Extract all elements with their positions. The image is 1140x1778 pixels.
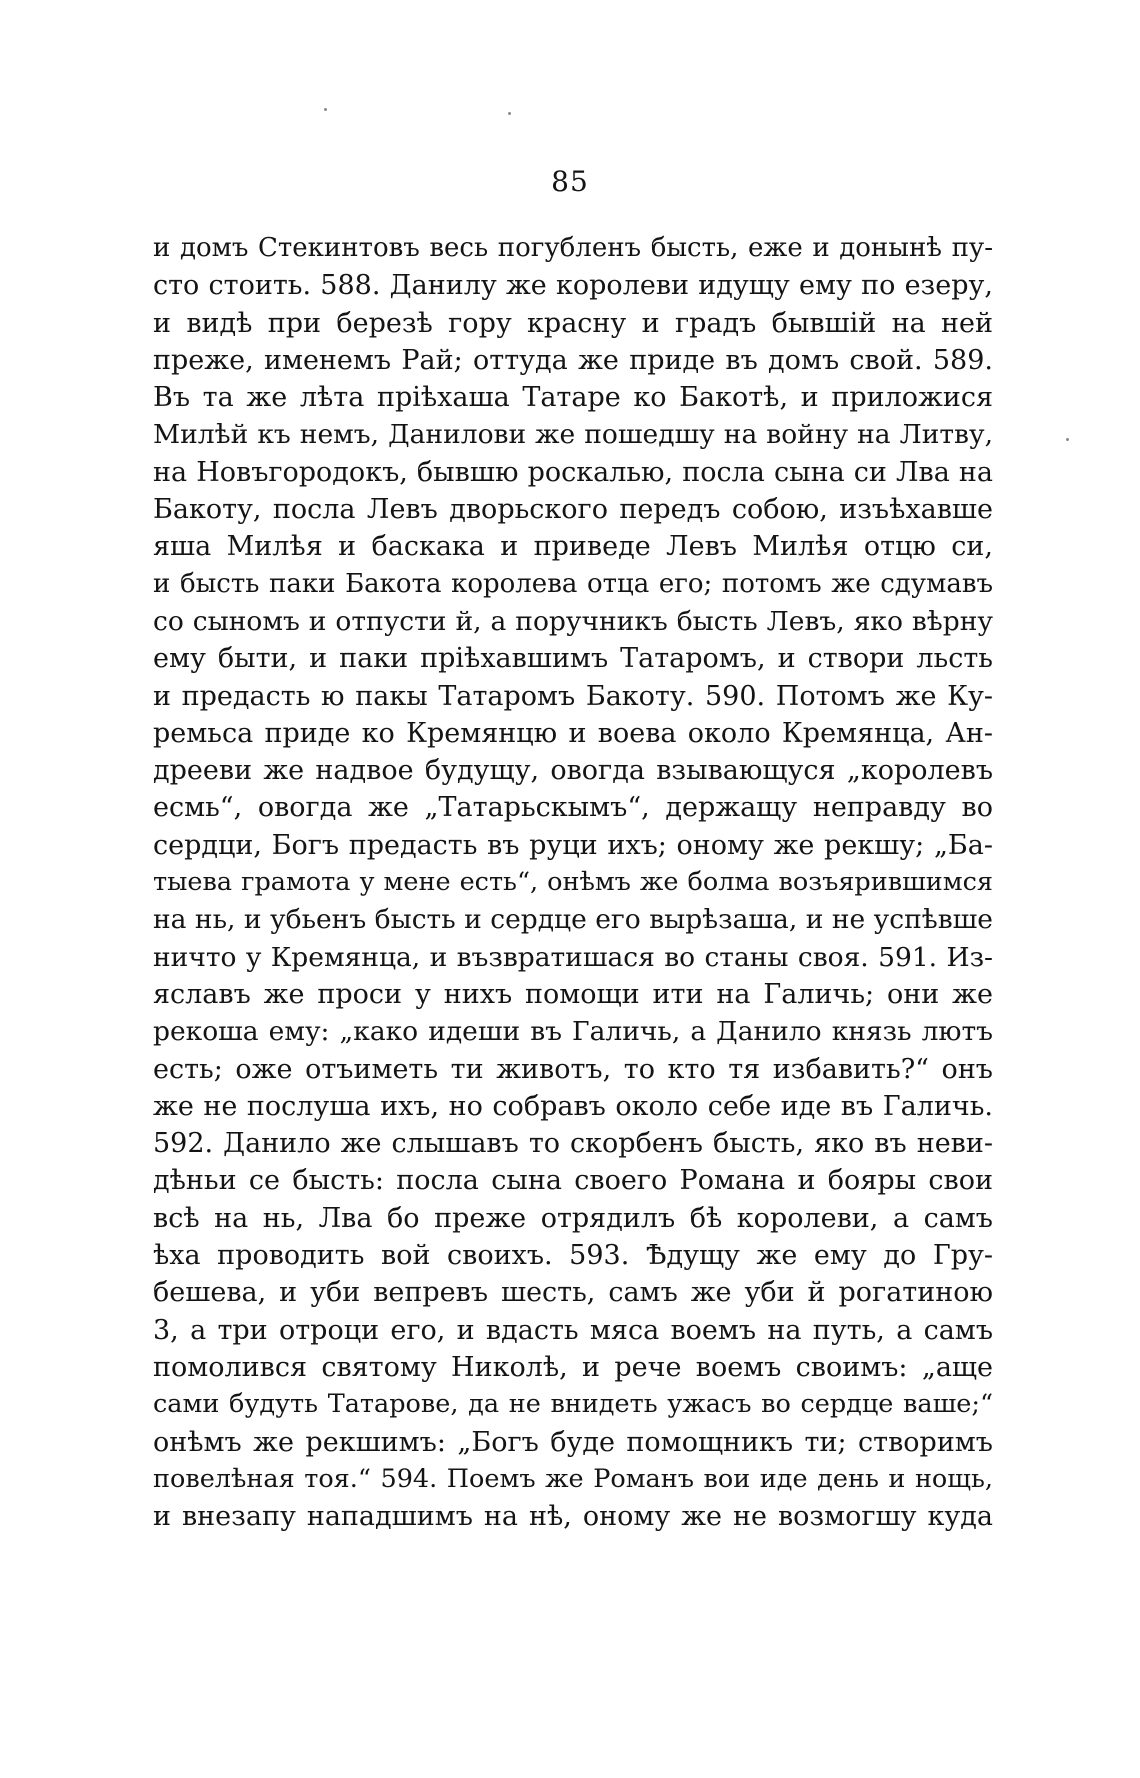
text-line: есмь“, овогда же „Татарьскымъ“, держащу неправду во <box>153 792 993 824</box>
text-line: на Новъгородокъ, бывшю роскалью, посла сына си Лва на <box>153 456 993 488</box>
text-line: ему быти, и паки пріѣхавшимъ Татаромъ, и створи льсть <box>153 643 993 675</box>
text-line: есть; оже отъиметь ти животъ, то кто тя избавить?“ онъ <box>153 1053 993 1085</box>
text-line: тыева грамота у мене есть“, онѣмъ же болма возъярившимся <box>153 867 993 898</box>
text-line: онѣмъ же рекшимъ: „Богъ буде помощникъ ти; створимъ <box>153 1426 993 1458</box>
text-line: яша Милѣя и баскака и приведе Левъ Милѣя отцю си, <box>153 531 993 563</box>
text-line: ремьса приде ко Кремянцю и воева около Кремянца, Ан- <box>153 717 993 749</box>
text-line: и бысть паки Бакота королева отца его; потомъ же сдумавъ <box>153 568 993 599</box>
print-speck <box>324 108 327 111</box>
text-line: и видѣ при березѣ гору красну и градъ бывшій на ней <box>153 307 993 339</box>
page-number: 85 <box>551 165 589 198</box>
text-line: дѣньи се бысть: посла сына своего Романа и бояры свои <box>153 1165 993 1197</box>
text-line: Въ та же лѣта пріѣхаша Татаре ко Бакотѣ, и приложися <box>153 382 993 414</box>
text-line: Бакоту, посла Левъ дворьского передъ собою, изъѣхавше <box>153 494 993 526</box>
print-speck <box>1066 438 1069 441</box>
text-line: со сыномъ и отпусти й, а поручникъ бысть Левъ, яко вѣрну <box>153 605 993 637</box>
text-line: и предасть ю пакы Татаромъ Бакоту. 590. Потомъ же Ку- <box>153 680 993 712</box>
text-line: дрееви же надвое будущу, овогда взывающуся „королевъ <box>153 755 993 787</box>
text-line: бешева, и уби вепревъ шесть, самъ же уби й рогатиною <box>153 1277 993 1309</box>
text-line: 3, а три отроци его, и вдасть мяса воемъ на путь, а самъ <box>153 1314 993 1346</box>
text-line: всѣ на нь, Лва бо преже отрядилъ бѣ королеви, а самъ <box>153 1202 993 1234</box>
text-line: и внезапу нападшимъ на нѣ, оному же не возмогшу куда <box>153 1501 993 1533</box>
text-line: же не послуша ихъ, но собравъ около себе иде въ Галичь. <box>153 1090 993 1122</box>
text-line: сто стоить. 588. Данилу же королеви идущу ему по езеру, <box>153 270 993 302</box>
text-line: сами будуть Татарове, да не внидеть ужасъ во сердце ваше;“ <box>153 1389 993 1420</box>
text-line: повелѣная тоя.“ 594. Поемъ же Романъ вои иде день и нощь, <box>153 1463 993 1494</box>
text-line: на нь, и убьенъ бысть и сердце его вырѣзаша, и не успѣвше <box>153 904 993 936</box>
print-speck <box>508 112 511 115</box>
text-line: яславъ же проси у нихъ помощи ити на Галичь; они же <box>153 978 993 1010</box>
body-text <box>153 230 993 1535</box>
text-line: преже, именемъ Рай; оттуда же приде въ домъ свой. 589. <box>153 344 993 376</box>
text-line: и домъ Стекинтовъ весь погубленъ бысть, еже и донынѣ пу- <box>153 233 993 263</box>
text-line: ѣха проводить вой своихъ. 593. Ѣдущу же ему до Гру- <box>153 1240 993 1272</box>
text-line: сердци, Богъ предасть въ руци ихъ; оному же рекшу; „Ба- <box>153 829 993 861</box>
text-line: помолився святому Николѣ, и рече воемъ своимъ: „аще <box>153 1351 993 1383</box>
text-line: Милѣй къ немъ, Данилови же пошедшу на войну на Литву, <box>153 419 993 451</box>
text-line: рекоша ему: „како идеши въ Галичь, а Данило князь лютъ <box>153 1016 993 1048</box>
text-line: 592. Данило же слышавъ то скорбенъ бысть, яко въ неви- <box>153 1128 993 1160</box>
text-line: ничто у Кремянца, и възвратишася во станы своя. 591. Из- <box>153 941 993 973</box>
